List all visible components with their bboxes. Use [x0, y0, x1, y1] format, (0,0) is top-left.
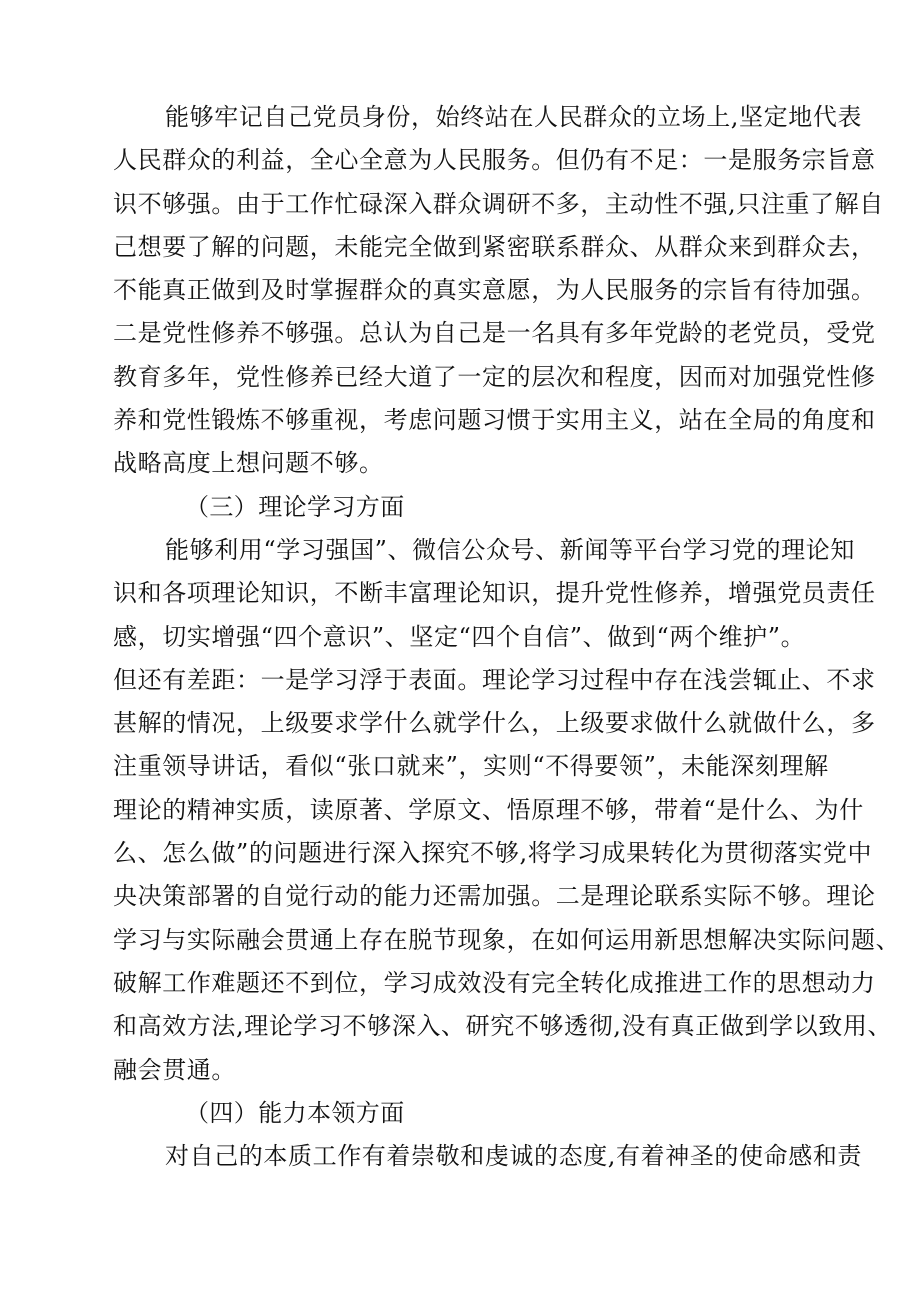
paragraph-line: 融会贯通。 [113, 1055, 236, 1084]
paragraph-line: 养和党性锻炼不够重视，考虑问题习惯于实用主义，站在全局的角度和 [113, 406, 876, 435]
paragraph-line: 对自己的本质工作有着崇敬和虔诚的态度,有着神圣的使命感和责 [165, 1142, 863, 1171]
paragraph-line: 么、怎么做”的问题进行深入探究不够,将学习成果转化为贯彻落实党中 [113, 839, 873, 868]
paragraph-line: 但还有差距：一是学习浮于表面。理论学习过程中存在浅尝辄止、不求 [113, 665, 876, 694]
paragraph-line: 破解工作难题还不到位，学习成效没有完全转化成推进工作的思想动力 [113, 968, 876, 997]
paragraph-line: 学习与实际融会贯通上存在脱节现象，在如何运用新思想解决实际问题、 [113, 925, 901, 954]
paragraph-line: 己想要了解的问题，未能完全做到紧密联系群众、从群众来到群众去， [113, 232, 876, 261]
section-heading: （四）能力本领方面 [185, 1098, 405, 1127]
paragraph-line: 注重领导讲话，看似“张口就来”，实则“不得要领”，未能深刻理解 [113, 752, 829, 781]
paragraph-line: 教育多年，党性修养已经大道了一定的层次和程度，因而对加强党性修 [113, 362, 876, 391]
paragraph-line: 不能真正做到及时掌握群众的真实意愿，为人民服务的宗旨有待加强。 [113, 276, 876, 305]
paragraph-line: 感，切实增强“四个意识”、坚定“四个自信”、做到“两个维护”。 [113, 622, 806, 651]
section-heading: （三）理论学习方面 [185, 492, 405, 521]
paragraph-line: 能够牢记自己党员身份，始终站在人民群众的立场上,坚定地代表 [165, 103, 863, 131]
paragraph-line: 和高效方法,理论学习不够深入、研究不够透彻,没有真正做到学以致用、 [113, 1012, 893, 1041]
paragraph-line: 人民群众的利益，全心全意为人民服务。但仍有不足：一是服务宗旨意 [113, 146, 876, 175]
paragraph-line: 理论的精神实质，读原著、学原文、悟原理不够，带着“是什么、为什 [113, 795, 864, 824]
paragraph-line: 央决策部署的自觉行动的能力还需加强。二是理论联系实际不够。理论 [113, 882, 876, 911]
paragraph-line: 战略高度上想问题不够。 [113, 449, 384, 478]
document-body [113, 96, 901, 1178]
paragraph-line: 识不够强。由于工作忙碌深入群众调研不多，主动性不强,只注重了解自 [113, 189, 884, 218]
paragraph-line: 甚解的情况，上级要求学什么就学什么，上级要求做什么就做什么，多 [113, 709, 876, 738]
paragraph-line: 能够利用“学习强国”、微信公众号、新闻等平台学习党的理论知 [165, 535, 855, 564]
paragraph-line: 识和各项理论知识，不断丰富理论知识，提升党性修养，增强党员责任 [113, 579, 876, 608]
paragraph-line: 二是党性修养不够强。总认为自己是一名具有多年党龄的老党员，受党 [113, 319, 876, 348]
